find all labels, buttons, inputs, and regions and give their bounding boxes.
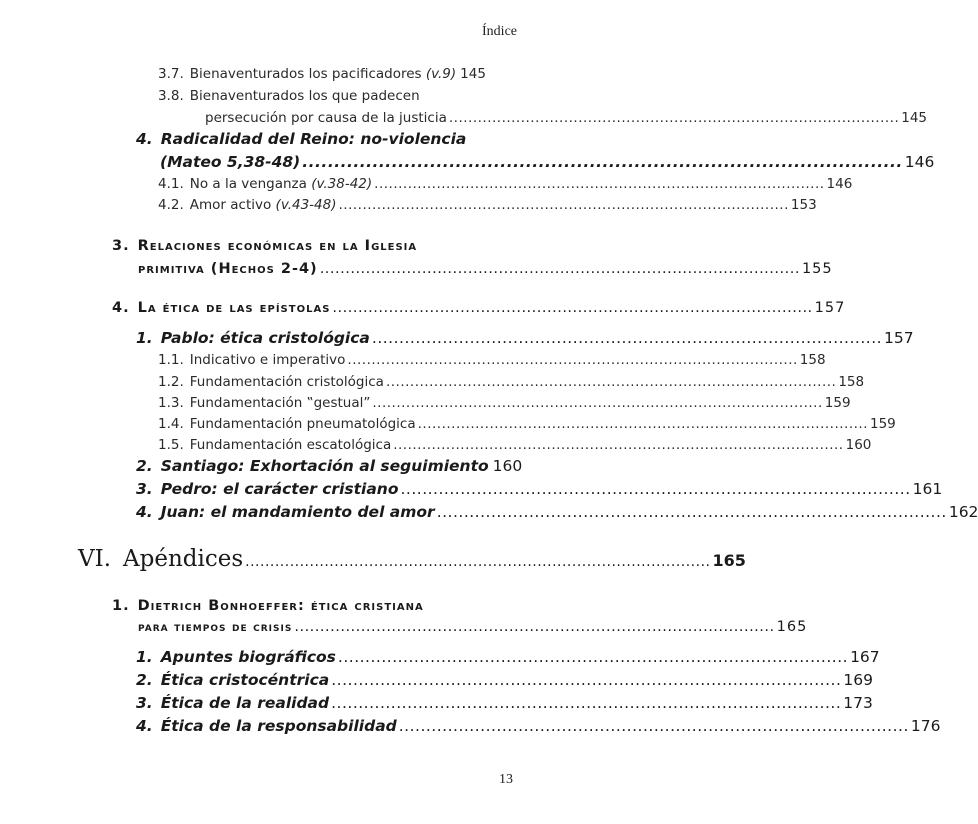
entry-number: 1.: [112, 598, 130, 614]
entry-page: 165: [776, 619, 808, 635]
entry-page: 146: [904, 153, 935, 171]
entry-title: Fundamentación escatológica: [189, 437, 392, 453]
entry-number: 3.7.: [158, 66, 184, 82]
entry-page: 157: [884, 329, 914, 347]
entry-number: 1.: [136, 329, 153, 347]
entry-verse-ref: (v.38-42): [311, 176, 373, 192]
toc-entry: [158, 374, 865, 390]
toc-entry: [158, 395, 851, 411]
entry-title: persecución por causa de la justicia: [205, 110, 447, 126]
entry-number: 4.: [112, 300, 130, 316]
entry-title: Ética de la realidad: [160, 694, 330, 712]
toc-entry: [158, 66, 486, 82]
toc-entry: [136, 671, 873, 689]
dot-leader: ..............................................................................................: [398, 717, 909, 735]
toc-entry: [158, 176, 853, 192]
entry-title: Relaciones económicas en la Iglesia: [137, 238, 418, 254]
entry-number: 1.: [136, 648, 153, 666]
entry-title: Apuntes biográficos: [160, 648, 336, 666]
entry-title: Pedro: el carácter cristiano: [160, 480, 399, 498]
entry-page: 162: [948, 503, 978, 521]
dot-leader: ..............................................................................................: [385, 374, 837, 390]
toc-section: [112, 598, 480, 614]
entry-title: Juan: el mandamiento del amor: [160, 503, 435, 521]
dot-leader: ..............................................................................................: [294, 619, 775, 635]
chapter-page: 165: [712, 551, 746, 570]
toc-entry-continued: [205, 110, 928, 126]
entry-page: 169: [843, 671, 873, 689]
toc-entry: [158, 416, 896, 432]
dot-leader: ..............................................................................................: [331, 671, 842, 689]
entry-number: 4.: [136, 503, 153, 521]
dot-leader: ..............................................................................................: [302, 153, 903, 171]
entry-number: 1.2.: [158, 374, 184, 390]
toc-entry: [158, 352, 826, 368]
entry-title: primitiva (Hechos 2-4): [138, 261, 318, 277]
toc-entry: [136, 717, 941, 735]
toc-section: [112, 238, 480, 254]
entry-title: para tiempos de crisis: [138, 620, 293, 635]
dot-leader: ..............................................................................................: [374, 176, 825, 192]
entry-number: 3.: [136, 694, 153, 712]
entry-number: 3.: [136, 480, 153, 498]
entry-number: 3.: [112, 238, 130, 254]
toc-entry-continued: [160, 153, 935, 171]
toc-entry: [136, 648, 880, 666]
entry-page: 153: [790, 197, 817, 213]
running-header: Índice: [482, 24, 517, 39]
dot-leader: ..............................................................................................: [371, 329, 883, 347]
dot-leader: ..............................................................................................: [331, 694, 842, 712]
page-number: 13: [499, 772, 513, 787]
toc-entry: [136, 457, 523, 475]
dot-leader: ..............................................................................................: [436, 503, 947, 521]
entry-title: No a la venganza: [189, 176, 307, 192]
entry-title: Radicalidad del Reino: no-violencia: [160, 130, 467, 148]
toc-section-continued: [138, 261, 833, 277]
entry-page: 161: [912, 480, 943, 498]
entry-title: Santiago: Exhortación al seguimiento: [160, 457, 489, 475]
toc-entry: [136, 130, 480, 148]
dot-leader: ..............................................................................................: [332, 300, 813, 316]
entry-page: 155: [801, 261, 833, 277]
entry-title: Bienaventurados los pacificadores: [189, 66, 422, 82]
toc-entry: [136, 329, 914, 347]
entry-page: 167: [850, 648, 880, 666]
toc-section: [112, 300, 846, 316]
entry-page: 146: [826, 176, 853, 192]
chapter-title: Apéndices: [123, 546, 244, 572]
dot-leader: ..............................................................................................: [417, 416, 868, 432]
toc-entry: [136, 694, 873, 712]
dot-leader: ..............................................................................................: [400, 480, 911, 498]
toc-section-continued: [138, 619, 808, 635]
entry-number: 1.4.: [158, 416, 184, 432]
toc-entry: [136, 503, 978, 521]
dot-leader: ..............................................................................................: [319, 261, 800, 277]
entry-page: 159: [824, 395, 851, 411]
entry-verse-ref: (v.43-48): [275, 197, 337, 213]
entry-number: 1.3.: [158, 395, 184, 411]
entry-number: 1.1.: [158, 352, 184, 368]
entry-number: 4.: [136, 717, 153, 735]
entry-number: 2.: [136, 457, 153, 475]
dot-leader: ..............................................................................................: [245, 554, 711, 570]
entry-page: 160: [492, 457, 523, 475]
entry-number: 4.2.: [158, 197, 184, 213]
toc-entry: [158, 197, 817, 213]
dot-leader: ..............................................................................................: [372, 395, 823, 411]
dot-leader: ..............................................................................................: [347, 352, 798, 368]
entry-page: 145: [460, 66, 486, 82]
entry-page: 158: [799, 352, 826, 368]
entry-title: Bienaventurados los que padecen: [189, 88, 420, 104]
entry-verse-ref: (v.9): [425, 66, 457, 82]
entry-page: 173: [843, 694, 873, 712]
entry-page: 158: [838, 374, 865, 390]
entry-page: 160: [845, 437, 872, 453]
entry-page: 159: [870, 416, 896, 432]
entry-title: Indicativo e imperativo: [189, 352, 346, 368]
entry-title: (Mateo 5,38-48): [160, 153, 301, 171]
entry-number: 4.: [136, 130, 153, 148]
entry-title: Dietrich Bonhoeffer: ética cristiana: [137, 598, 424, 614]
dot-leader: ..............................................................................................: [448, 110, 900, 126]
entry-title: Ética cristocéntrica: [160, 671, 330, 689]
chapter-number: VI.: [78, 546, 112, 572]
entry-title: Fundamentación pneumatológica: [189, 416, 416, 432]
dot-leader: ..............................................................................................: [337, 648, 849, 666]
entry-number: 2.: [136, 671, 153, 689]
entry-number: 1.5.: [158, 437, 184, 453]
entry-number: 4.1.: [158, 176, 184, 192]
entry-title: Ética de la responsabilidad: [160, 717, 397, 735]
entry-title: Fundamentación ‟gestual”: [189, 395, 371, 411]
toc-chapter: [78, 546, 746, 572]
toc-entry: [158, 437, 872, 453]
dot-leader: ..............................................................................................: [338, 197, 789, 213]
entry-title: Fundamentación cristológica: [189, 374, 384, 390]
entry-title: La ética de las epístolas: [137, 300, 331, 316]
entry-page: 176: [910, 717, 941, 735]
entry-title: Amor activo: [189, 197, 272, 213]
toc-entry: [136, 480, 943, 498]
entry-title: Pablo: ética cristológica: [160, 329, 370, 347]
entry-number: 3.8.: [158, 88, 184, 104]
entry-page: 145: [901, 110, 928, 126]
dot-leader: ..............................................................................................: [393, 437, 844, 453]
toc-entry: [158, 88, 480, 104]
entry-page: 157: [814, 300, 846, 316]
